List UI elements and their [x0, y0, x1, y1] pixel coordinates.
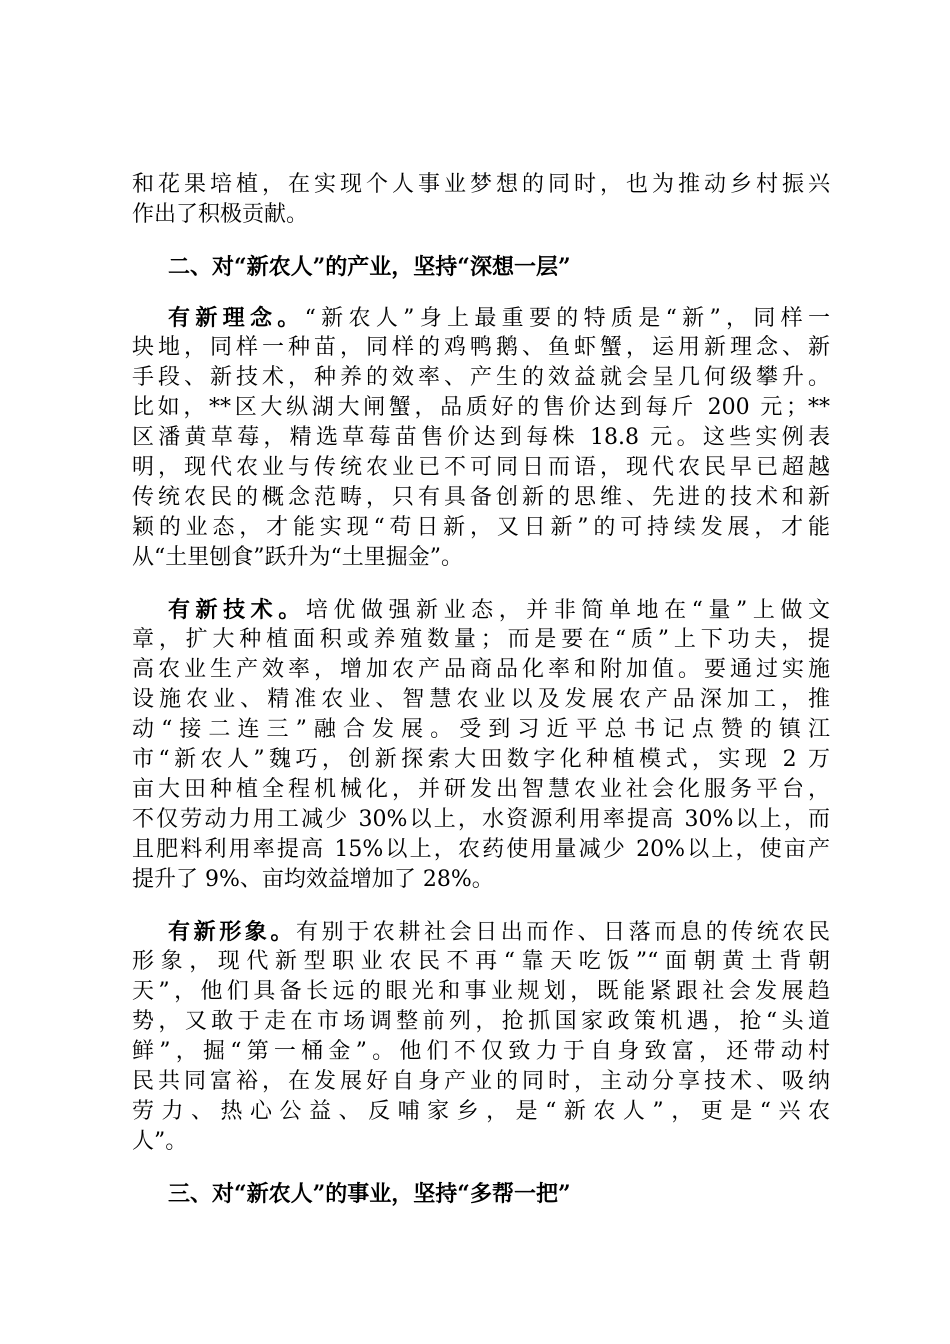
paragraph-text: 培优做强新业态，并非简单地在“量”上做文: [305, 598, 830, 623]
paragraph-lead: 有新理念。: [168, 305, 305, 331]
paragraph-lead: 有新技术。: [168, 597, 306, 623]
paragraph-line: 提升了 9%、亩均效益增加了 28%。: [132, 867, 494, 892]
paragraph-line: [132, 917, 830, 947]
paragraph-line: 颖的业态，才能实现“苟日新，又日新”的可持续发展，才能: [132, 515, 830, 540]
paragraph-line: 且肥料利用率提高 15%以上，农药使用量减少 20%以上，使亩产: [132, 837, 830, 862]
paragraph-line: 高农业生产效率，增加农产品商品化率和附加值。要通过实施: [132, 657, 830, 682]
paragraph-line: 比如，**区大纵湖大闸蟹，品质好的售价达到每斤 200 元；**: [132, 395, 830, 420]
paragraph-line: 设施农业、精准农业、智慧农业以及发展农产品深加工，推: [132, 687, 830, 712]
paragraph-line: [132, 595, 830, 625]
paragraph-line: 章，扩大种植面积或养殖数量；而是要在“质”上下功夫，提: [132, 627, 830, 652]
paragraph-line: 传统农民的概念范畴，只有具备创新的思维、先进的技术和新: [132, 485, 830, 510]
paragraph-line: 动“接二连三”融合发展。受到习近平总书记点赞的镇江: [132, 717, 830, 742]
paragraph-line: 天”，他们具备长远的眼光和事业规划，既能紧跟社会发展趋: [132, 979, 830, 1004]
paragraph-line: 民共同富裕，在发展好自身产业的同时，主动分享技术、吸纳: [132, 1069, 830, 1094]
paragraph-line: 势，又敢于走在市场调整前列，抢抓国家政策机遇，抢“头道: [132, 1009, 830, 1034]
paragraph-line: 鲜”，掘“第一桶金”。他们不仅致力于自身致富，还带动村: [132, 1039, 830, 1064]
paragraph-line: 作出了积极贡献。: [132, 202, 309, 227]
section-heading: 三、对“新农人”的事业，坚持“多帮一把”: [168, 1181, 571, 1207]
paragraph-line: 不仅劳动力用工减少 30%以上，水资源利用率提高 30%以上，而: [132, 807, 830, 832]
paragraph-line: 明，现代农业与传统农业已不可同日而语，现代农民早已超越: [132, 455, 830, 480]
paragraph-line: 手段、新技术，种养的效率、产生的效益就会呈几何级攀升。: [132, 365, 830, 390]
section-heading: 二、对“新农人”的产业，坚持“深想一层”: [168, 254, 571, 280]
paragraph-lead: 有新形象。: [168, 919, 296, 945]
paragraph-line: 从“土里刨食”跃升为“土里掘金”。: [132, 545, 463, 570]
paragraph-line: 亩大田种植全程机械化，并研发出智慧农业社会化服务平台，: [132, 777, 830, 802]
paragraph-line: 区潘黄草莓，精选草莓苗售价达到每株 18.8 元。这些实例表: [132, 425, 830, 450]
paragraph-line: 劳力、热心公益、反哺家乡，是“新农人”，更是“兴农: [132, 1099, 830, 1124]
paragraph-line: [132, 303, 830, 333]
paragraph-line: 和花果培植，在实现个人事业梦想的同时，也为推动乡村振兴: [132, 172, 830, 197]
paragraph-line: 人”。: [132, 1129, 188, 1154]
paragraph-line: 块地，同样一种苗，同样的鸡鸭鹅、鱼虾蟹，运用新理念、新: [132, 335, 830, 360]
paragraph-line: 市“新农人”魏巧，创新探索大田数字化种植模式，实现 2 万: [132, 747, 830, 772]
paragraph-text: “新农人”身上最重要的特质是“新”，同样一: [304, 306, 830, 331]
paragraph-text: 有别于农耕社会日出而作、日落而息的传统农民: [296, 920, 830, 945]
paragraph-line: 形象，现代新型职业农民不再“靠天吃饭”“面朝黄土背朝: [132, 949, 830, 974]
